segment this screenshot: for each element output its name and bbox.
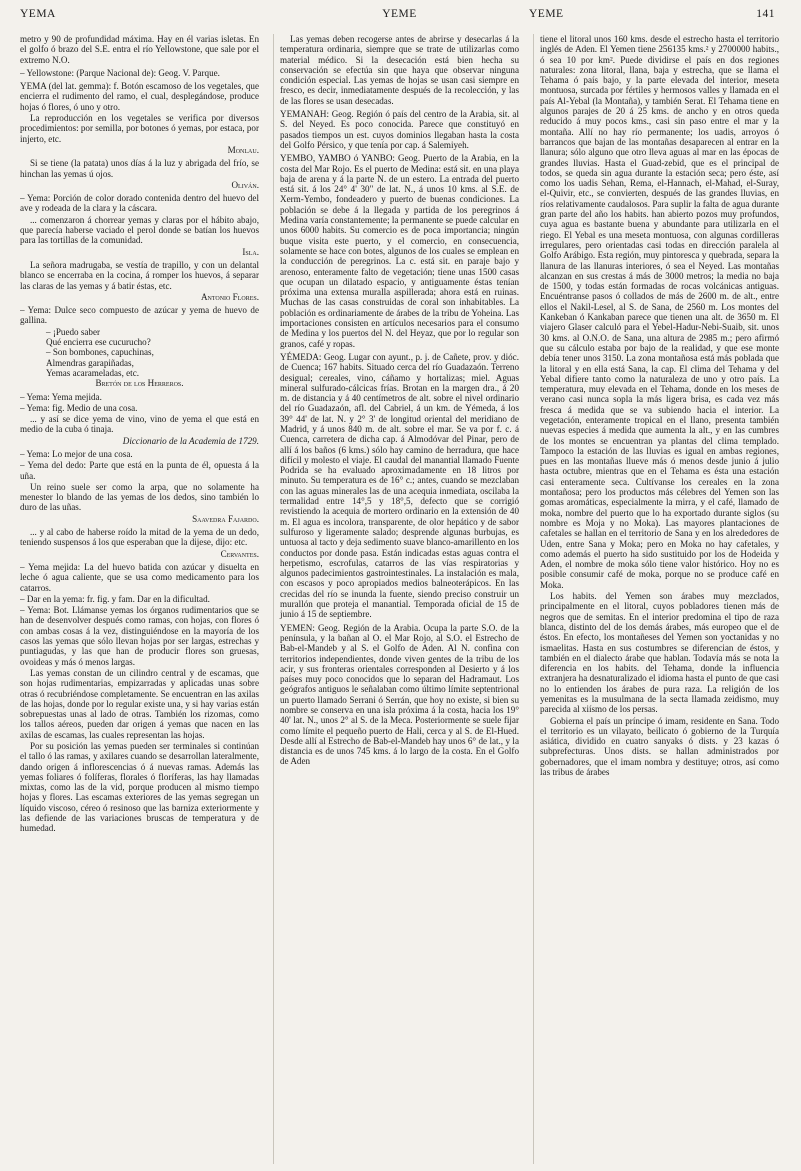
header-right-word: YEME <box>529 8 564 20</box>
quote-author: Saavedra Fajardo. <box>192 513 259 524</box>
verse-line: Yemas acarameladas, etc. <box>46 367 140 378</box>
column-1 <box>20 34 259 1164</box>
entry-yellowstone-park: – Yellowstone: (Parque Nacional de): Geog. V. Parque. <box>20 67 220 78</box>
quote: ... y así se dice yema de vino, vino de yema el que está en medio de la cuba ó tinaja. <box>20 414 259 435</box>
quote-author: Cervantes. <box>220 548 259 559</box>
quote-author: Antonio Flores. <box>200 291 259 302</box>
sense: – Yema del dedo: Parte que está en la punta de él, opuesta á la uña. <box>20 460 259 481</box>
running-header <box>20 8 779 34</box>
header-left-word: YEMA <box>20 8 56 20</box>
entry-yemen: YEMEN: Geog. Región de la Arabia. Ocupa la parte S.O. de la península, y la bañan al O. el Mar Rojo, al S.O. el Estrecho de Bab-el-Mandeb y al S. el Golfo de Aden. Al N. confina con territorios independientes, donde viven gentes de la tribu de los acir, y sus fronteras orientales corresponden al Desierto y á los países muy poco conocidos que lo separan del Hadramaut. Los geógrafos antiguos le señalaban como último límite septentrional un puerto llamado Serrani ó Serrán, que hoy no existe, si bien su nombre se conserva en una isla próxima á la costa, hacia los 19° 40' lat. N., unos 2° al S. de la Meca. Posteriormente se suele fijar como límite el pequeño puerto de Hali, cerca y al S. de El-Hued. Desde allí al Estrecho de Bab-el-Mandeb hay unos 6° de lat., y la distancia es de unos 745 kms. á lo largo de la costa. En el Golfo de Aden <box>280 622 519 767</box>
sense: – Dar en la yema: fr. fig. y fam. Dar en la dificultad. <box>20 593 210 604</box>
quote: Si se tiene (la patata) unos días á la luz y abrigada del frío, se hinchan las yemas ú ojos. <box>20 158 259 179</box>
quote: La reproducción en los vegetales se verifica por diversos procedimientos: por semilla, por botones ó yemas, por estaca, por injerto, etc. <box>20 113 259 144</box>
sense: – Yema: fig. Medio de una cosa. <box>20 402 138 413</box>
text-columns <box>20 34 779 1164</box>
sense: – Yema: Dulce seco compuesto de azúcar y yema de huevo de gallina. <box>20 305 259 326</box>
sense: – Yema: Lo mejor de una cosa. <box>20 448 133 459</box>
sense: – Yema: Porción de color dorado contenida dentro del huevo del ave y rodeada de la clara y la cáscara. <box>20 193 259 214</box>
quote: ... y al cabo de haberse roído la mitad de la yema de un dedo, teniendo suspensos á los que esperaban que la dijese, dijo: etc. <box>20 527 259 548</box>
quote-author: Bretón de los Herreros. <box>95 378 184 389</box>
sense: – Yema mejida: La del huevo batida con azúcar y disuelta en leche ó agua caliente, que se usa como medicamento para los catarros. <box>20 561 259 593</box>
entry-yema: YEMA (del lat. gemma): f. Botón escamoso de los vegetales, que encierra el rudimento del ramo, el cual, desplegándose, produce hojas ó flores, ó uno y otro. <box>20 81 259 112</box>
paragraph: Gobierna el país un príncipe ó imam, residente en Sana. Todo el territorio es un vilayato, beilicato ó gobierno de la Turquía asiática, dividido en cuatro sanyaks ó dists. y 23 kazas ó subprefecturas. Unos dists. se hallan administrados por gobernadores, que el imam nombra y destituye; otros, así como las tribus de árabes <box>540 715 779 778</box>
sense-botany: – Yema: Bot. Llámanse yemas los órganos rudimentarios que se han de desenvolver después como ramas, con hojas, con flores ó con ambas cosas á la vez, distinguiéndose en la mayoría de los casos las yemas que sólo llevan hojas por ser largas, estrechas y puntiagudas, y las que han de producir flores son gruesas, ovoideas y más ó menos largas. <box>20 605 259 667</box>
quote-source: Diccionario de la Academia de 1729. <box>122 435 259 446</box>
paragraph: Las yemas deben recogerse antes de abrirse y desecarlas á la temperatura ordinaria, siempre que se trate de utilizarlas como material médico. Si la desecación está bien hecha su conservación se efectúa sin que haya que observar ninguna condición especial. Las yemas de hojas se usan casi siempre en fresco, es decir, inmediatamente después de la recolección, y las de las flores se usan desecadas. <box>280 34 519 106</box>
verse-line: – Son bombones, capuchinas, <box>46 347 154 358</box>
entry-yembo: YEMBO, YAMBO ó YANBO: Geog. Puerto de la Arabia, en la costa del Mar Rojo. Es el puerto de Medina: está sit. en una playa baja de arena y á la parte N. de un estero. La entrada del puerto está sit. á los 24° 4' 30" de lat. N., á unos 10 kms. al S.E. de Xerm-Yembo, fondeadero y puerto de buenas condiciones. La población se debe á la llegada y partida de los peregrinos á Medina varía constantemente; la permanente se puede calcular en unos 6000 habits. Su comercio es de poca importancia; ningún buque visita este puerto, y el comercio, en consecuencia, solamente se hace con botes, algunos de los cuales se emplean en la conducción de peregrinos. La c. está sit. en paraje bajo y arenoso, enteramente falto de vegetación; tiene unas 1500 casas que ocupan un dilatado espacio, y antiguamente éstas tenían próxima una extensa muralla aspillerada; ahora está en ruinas. Muchas de las casas construidas de coral son inhabitables. La población es ordinariamente de árabes de la tribu de Yoheina. Las importaciones consisten en artículos necesarios para el consumo de Medina y los puertos del N. del Heyaz, que por lo regular son granos, café y ropas. <box>280 153 519 349</box>
quote-author: Oliván. <box>231 179 259 190</box>
paragraph: Las yemas constan de un cilindro central y de escamas, que son hojas rudimentarias, empizarradas y aplicadas unas sobre otras ó recubriéndose completamente. Se encuentran en las axilas de las hojas, donde por lo regular existe una, y si hay varias están sobrepuestas unas al lado de otras. También los rizomas, como los tallos aéreos, pueden dar origen á yemas que nacen en las axilas de escamas, las cuales representan las hojas. <box>20 667 259 740</box>
entry-yemanah: YEMANAH: Geog. Región ó país del centro de la Arabia, sit. al S. del Neyed. Es poco conocida. Parece que constituyó en pasados tiempos un est. cuyos dominios llegaban hasta la costa del Golfo Pérsico, y que tenía por cap. á Salemiyeh. <box>280 109 519 150</box>
column-2 <box>273 34 519 1164</box>
quote-author: Isla. <box>242 246 259 257</box>
quote-author: Monlau. <box>227 144 259 155</box>
header-center-word: YEME <box>382 8 417 20</box>
page-number: 141 <box>756 8 775 20</box>
sense: – Yema: Yema mejida. <box>20 391 102 402</box>
quote: Un reino suele ser como la arpa, que no solamente ha menester lo blando de las yemas de los dedos, sino también lo duro de las uñas. <box>20 481 259 513</box>
verse-line: Almendras garapiñadas, <box>46 357 134 368</box>
paragraph: tiene el litoral unos 160 kms. desde el estrecho hasta el territorio inglés de Aden. El Yemen tiene 256135 kms.² y 2700000 habits., ó sea 10 por km². Puede dividirse el país en dos regiones naturales: zona litoral, llana, baja y estrecha, que se llama el Tehama ó país bajo, y la parte elevada del interior, meseta montuosa, surcada por fértiles y hermosos valles y llamada en el país Al-Yebal (la Montaña), y también Serat. El Tehama tiene en algunos parajes de 20 á 25 kms. de ancho y en otros queda reducido á muy pocos kms., casi sin paso entre el mar y la montaña. Allí no hay río permanente; los uadis, arroyos ó barrancos que bajan de las montañas desaparecen al entrar en la llanura; sólo alguno que otro lleva aguas al mar en las épocas de grandes lluvias. Hasta el Guad-zebid, que es el principal de todos, se queda sin agua durante la estación seca; pero éste, así como los uadis Sehan, Rema, el-Hannach, el-Mahad, el-Suray, el-Quivir, etc., se convierten, después de las grandes lluvias, en ríos relativamente caudalosos. Para suplir la falta de agua durante gran parte del año los habits. han abierto pozos muy profundos, cuya agua es bastante buena y abundante para utilizarla en el riego. El Yebal es una meseta montuosa, con algunas cordilleras irregulares, pero orientadas casi todas en dirección paralela al Golfo Arábigo. Esta región, muy pintoresca y quebrada, separa la llanura de las llanuras interiores, ó sea el Neyed. Las montañas alcanzan en sus crestas á más de 3000 metros; la media no baja de 1500, y todas están formadas de rocas volcánicas antiguas. Encuéntranse pasos ó collados de más de 2600 m. de alt., entre ellos el Nakil-Lesel, al S. de Sana, de 2560 m. Los montes del Kankeban ó Kankaban parece que tienen una alt. de 3650 m. El viajero Glaser calculó para el Yebel-Hadur-Nebi-Suaib, sit. unos 30 kms. al O.N.O. de Sana, una altura de 2985 m.; pero afirmó que su cálculo estaba por bajo de la realidad, y que ese monte debía tener unos 3150. La zona montañosa está más poblada que la litoral y en ella está Sana, la cap. El clima del Tehama y del Yebal difiere tanto como la naturaleza de uno y otro país. La temperatura, muy elevada en el Tehama, donde en los meses de verano casi nunca sopla la más ligera brisa, es cada vez más fresca á medida que se va subiendo hacia el interior. La vegetación, enteramente tropical en el llano, presenta también nuevas especies á medida que aumenta la alt., y en las cumbres de los montes se encuentran ya plantas del clima templado. Tampoco la estación de las lluvias es igual en ambas regiones, pues en las montañas llueve más ó menos desde junio á julio hasta octubre, mientras que en el Tehama es ésta una estación casi enteramente seca. Cultívanse los cereales en la zona montañosa; pero los productos más célebres del Yemen son las gomas aromáticas, especialmente la mirra, y el café, llamado de moka, nombre del puerto que lo ha exportado durante siglos (su nombre es Moja y no Moka). Las mayores plantaciones de cafetales se hallan en el territorio de Sana y en los alrededores de Uden, entre Sana y Moka; pero en Moka no hay cafetales, y como además el puerto ha sido sustituido por los de Hodeida y Aden, el nombre de moka sólo tiene valor histórico. Hoy no es posible consumir café de moka, porque no se produce café en Moka. <box>540 34 779 590</box>
paragraph: Los habits. del Yemen son árabes muy mezclados, principalmente en el litoral, cuyos pobladores tienen más de negros que de semitas. En el interior predomina el tipo de raza blanca, distinto del de los demás árabes, más europeo que el de éstos. En efecto, los montañeses del Yemen son yoctanidas y no ismaelitas. Hasta en sus costumbres se diferencian de éstos, y también en el dialecto árabe que hablan. Todavía más se nota la diferencia en los habits. del Tehama, donde la influencia extranjera ha desnaturalizado el idioma hasta el punto de que casi no lo entienden los árabes de pura raza. La religión de los yemenitas es la musulmana de la secta llamada zeidismo, muy parecida al xiísmo de los persas. <box>540 591 779 715</box>
quote: La señora madrugaba, se vestía de trapillo, y con un delantal blanco se encerraba en la cocina, á romper los huevos, á separar las claras de las yemas y á batir éstas, etc. <box>20 259 259 291</box>
verse-line: – ¡Puedo saber <box>46 326 101 337</box>
column-3 <box>533 34 779 1164</box>
verse-line: Qué encierra ese cucurucho? <box>46 337 151 348</box>
paragraph: metro y 90 de profundidad máxima. Hay en él varias isletas. En el golfo ó brazo del S.E. entra el río Yellowstone, que sale por el extremo N.O. <box>20 34 259 65</box>
header-right <box>529 8 779 20</box>
entry-yemeda: YÉMEDA: Geog. Lugar con ayunt., p. j. de Cañete, prov. y dióc. de Cuenca; 167 habits. Situado cerca del río Guadazaón. Terreno desigual; cereales, vino, cáñamo y hortalizas; miel. Aguas mineral sulfurado-cálcicas frías. Brotan en la margen dra., á 20 m. de distancia y á 40 centímetros de alt. sobre el nivel ordinario del río Guadazaón, afl. del Cabriel, á un km. de Yémeda, á los 39° 44' de lat. N. y 2° 3' de longitud oriental del meridiano de Madrid, y á unos 840 m. de alt. sobre el mar. Se va por f. c. á Cuenca, carretera de dicha cap. á Almodóvar del Pinar, pero de allí á los baños (6 kms.) sólo hay camino de herradura, que hace difícil y molesto el viaje. El caudal del manantial llamado Fuente Podrida se ha evaluado aproximadamente en 18 litros por minuto. Su temperatura es de 16° c.; antes, cuando se mezclaban con las aguas minerales las de una acequia inmediata, oscilaba la termalidad entre 14°,5 y 18°,5, defecto que se corrigió revistiendo la acequia de mortero ordinario en la extensión de 40 m. El agua es incolora, transparente, de olor hepático y de sabor sulfuroso y ligeramente salado; desprende algunas burbujas, es untuosa al tacto y deja sedimento suave blanco-amarillento en los conductos por donde pasa. Están indicadas estas aguas contra el herpetismo, escrofulas, catarros de las vías respiratorias y algunos padecimientos gastrointestinales. La instalación es mala, con escasos y poco apropiados medios balneoterápicos. En las crecidas del río se inunda la fuente, siendo preciso construir un murallón que proteja el manantial. Temporada oficial de 15 de junio á 15 de septiembre. <box>280 351 519 620</box>
paragraph: Por su posición las yemas pueden ser terminales si continúan el tallo ó las ramas, y axilares cuando se desarrollan lateralmente, dando origen á inflorescencias ó á nuevas ramas. Además las yemas foliares ó folíferas, florales ó floríferas, las hay llamadas mixtas, como las de la vid, porque producen al mismo tiempo hojas y flores. Las escamas exteriores de las yemas segregan un líquido viscoso, céreo ó resinoso que las barniza exteriormente y las defiende de las variaciones bruscas de temperatura y de humedad. <box>20 741 259 834</box>
quote: ... comenzaron á chorrear yemas y claras por el hábito abajo, que parecía haberse vaciado el perol donde se batían los huevos para las tortillas de la comunidad. <box>20 214 259 246</box>
